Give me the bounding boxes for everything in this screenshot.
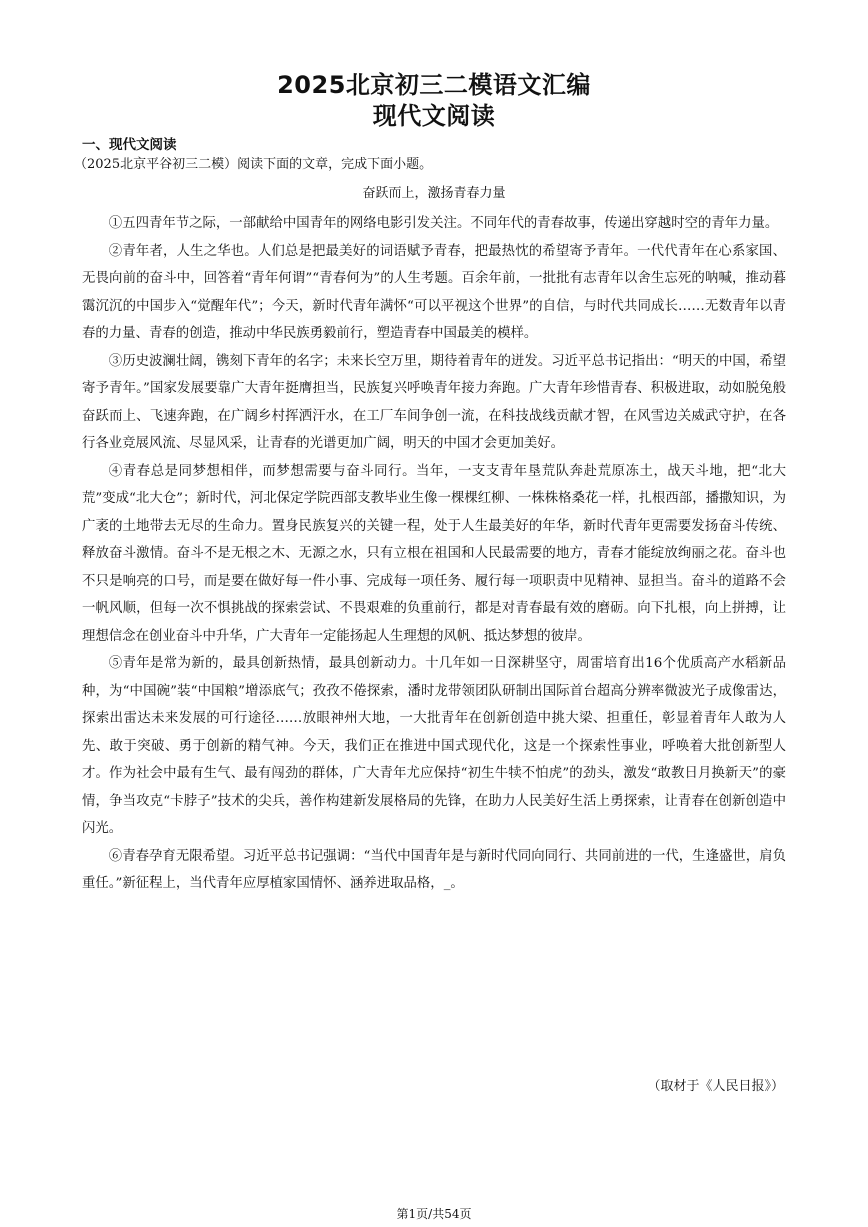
page-footer: 第1页/共54页: [396, 1207, 472, 1221]
source-line: （2025北京平谷初三二模）阅读下面的文章，完成下面小题。: [74, 157, 433, 172]
document-title: 2025北京初三二模语文汇编: [277, 71, 591, 99]
paragraph-4: ④青春总是同梦想相伴，而梦想需要与奋斗同行。当年，一支支青年垦荒队奔赴荒原冻土，战天斗地，把“北大荒”变成“北大仓”；新时代，河北保定学院西部支教毕业生像一棵棵红柳、一株株格桑花一样，扎根西部，播撒知识，为广袤的土地带去无尽的生命力。置身民族复兴的关键一程，处于人生最美好的年华，新时代青年更需要发扬奋斗传统、释放奋斗激情。奋斗不是无根之木、无源之水，只有立根在祖国和人民最需要的地方，青春才能绽放绚丽之花。奋斗也不只是响亮的口号，而是要在做好每一件小事、完成每一项任务、履行每一项职责中见精神、显担当。奋斗的道路不会一帆风顺，但每一次不惧挑战的探索尝试、不畏艰难的负重前行，都是对青春最有效的磨砺。向下扎根，向上拼搏，让理想信念在创业奋斗中升华，广大青年一定能扬起人生理想的风帆、抵达梦想的彼岸。: [82, 463, 786, 644]
paragraph-2: ②青年者，人生之华也。人们总是把最美好的词语赋予青春，把最热忱的希望寄予青年。一代代青年在心系家国、无畏向前的奋斗中，回答着“青年何谓”“青春何为”的人生考题。百余年前，一批批有志青年以舍生忘死的呐喊，推动暮霭沉沉的中国步入“觉醒年代”；今天，新时代青年满怀“可以平视这个世界”的自信，与时代共同成长……无数青年以青春的力量、青春的创造，推动中华民族勇毅前行，塑造青春中国最美的模样。: [82, 243, 786, 341]
article-credit: （取材于《人民日报》）: [647, 1079, 784, 1094]
paragraph-5: ⑤青年是常为新的，最具创新热情，最具创新动力。十几年如一日深耕坚守，周雷培育出16个优质高产水稻新品种，为“中国碗”装“中国粮”增添底气；孜孜不倦探索，潘时龙带领团队研制出国际首台超高分辨率微波光子成像雷达，探索出雷达未来发展的可行途径……放眼神州大地，一大批青年在创新创造中挑大梁、担重任，彰显着青年人敢为人先、敢于突破、勇于创新的精气神。今天，我们正在推进中国式现代化，这是一个探索性事业，呼唤着大批创新型人才。作为社会中最有生气、最有闯劲的群体，广大青年尤应保持“初生牛犊不怕虎”的劲头，激发“敢教日月换新天”的豪情，争当攻克“卡脖子”技术的尖兵，善作构建新发展格局的先锋，在助力人民美好生活上勇探索，让青春在创新创造中闪光。: [82, 656, 786, 836]
paragraph-1: ①五四青年节之际，一部献给中国青年的网络电影引发关注。不同年代的青春故事，传递出穿越时空的青年力量。: [108, 216, 779, 231]
article-body: [82, 210, 786, 898]
section-heading: 一、现代文阅读: [82, 137, 177, 153]
document-subtitle: 现代文阅读: [372, 102, 496, 130]
paragraph-6: ⑥青春孕育无限希望。习近平总书记强调：“当代中国青年是与新时代同向同行、共同前进的一代，生逢盛世，肩负重任。”新征程上，当代青年应厚植家国情怀、涵养进取品格，_。: [82, 848, 786, 891]
paragraph-3: ③历史波澜壮阔，镌刻下青年的名字；未来长空万里，期待着青年的迸发。习近平总书记指出：“明天的中国，希望寄予青年。”国家发展要靠广大青年挺膺担当，民族复兴呼唤青年接力奔跑。广大青年珍惜青春、积极进取，动如脱兔般奋跃而上、飞速奔跑，在广阔乡村挥洒汗水，在工厂车间争创一流，在科技战线贡献才智，在风雪边关威武守护，在各行各业竞展风流、尽显风采，让青春的光谱更加广阔，明天的中国才会更加美好。: [82, 353, 786, 451]
article-title: 奋跃而上，激扬青春力量: [362, 186, 506, 201]
